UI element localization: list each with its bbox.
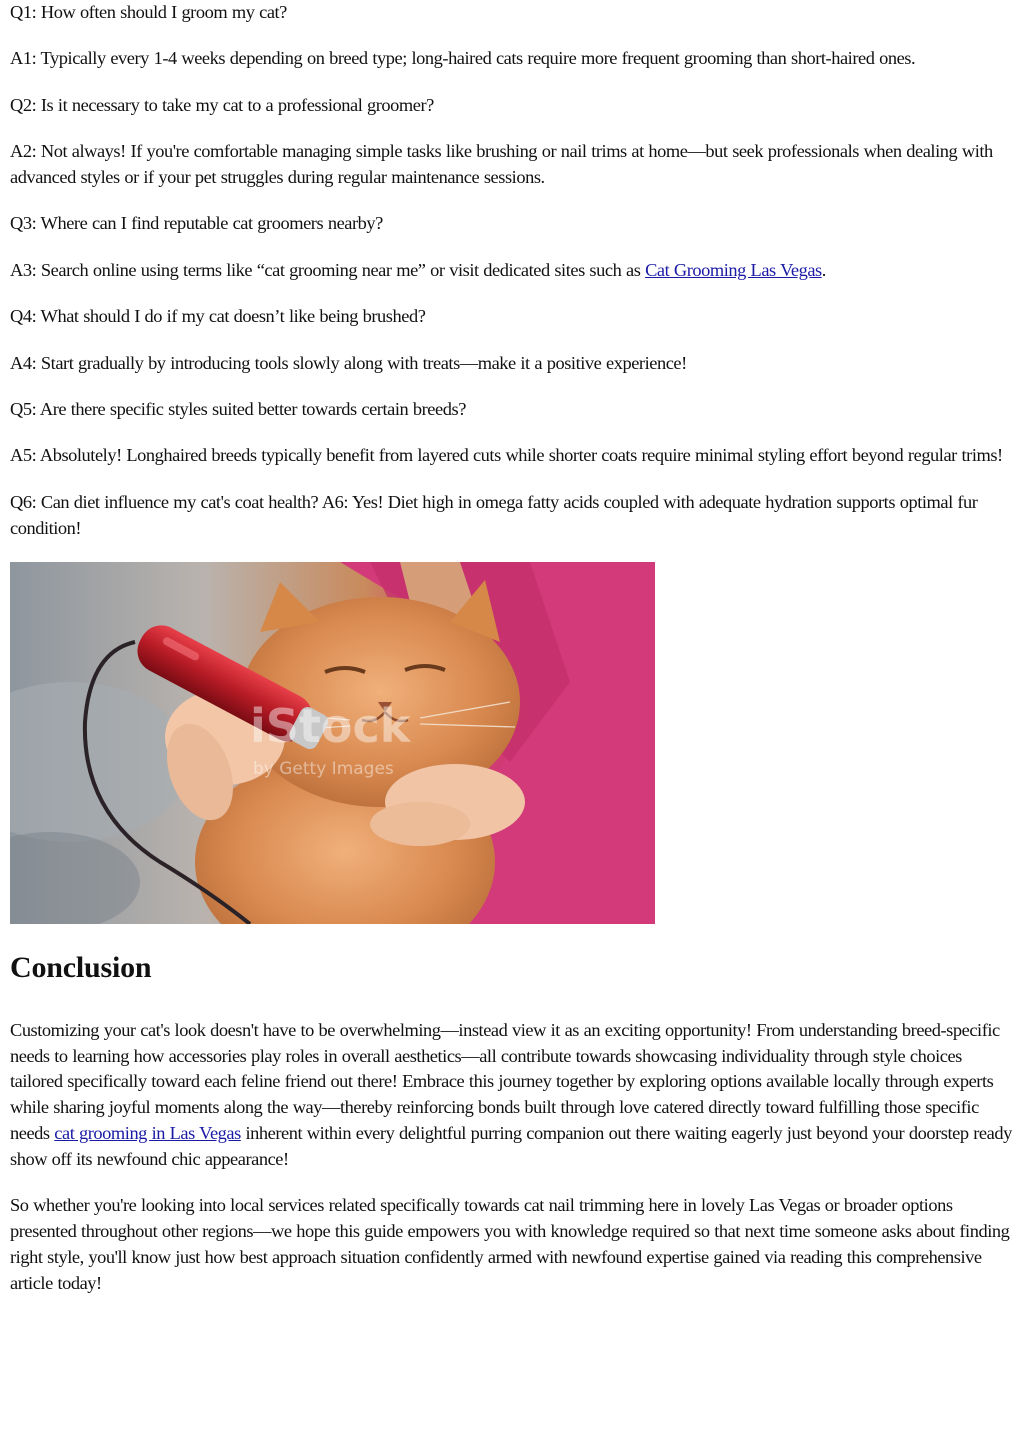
conclusion-paragraph-1 [10, 1018, 1014, 1173]
cat-grooming-las-vegas-link[interactable]: Cat Grooming Las Vegas [645, 259, 822, 280]
faq-question-2: Q2: Is it necessary to take my cat to a professional groomer? [10, 94, 434, 115]
faq-question-6: Q6: Can diet influence my cat's coat health? A6: Yes! Diet high in omega fatty acids coupled with adequate hydration supports optimal fur condition! [10, 491, 978, 538]
conclusion-section [10, 951, 1014, 1297]
faq-answer-3-text: A3: Search online using terms like “cat grooming near me” or visit dedicated sites such as [10, 259, 646, 280]
article-body [10, 0, 1014, 1317]
cat-grooming-photo [10, 562, 655, 924]
faq-answer-5: A5: Absolutely! Longhaired breeds typically benefit from layered cuts while shorter coats require minimal styling effort beyond regular trims! [10, 445, 1003, 466]
faq-answer-1: A1: Typically every 1-4 weeks depending on breed type; long-haired cats require more frequent grooming than short-haired ones. [10, 48, 916, 69]
faq-answer-2: A2: Not always! If you're comfortable managing simple tasks like brushing or nail trims at home—but seek professionals when dealing with advanced styles or if your pet struggles during regular maintenance sessions. [10, 141, 993, 187]
watermark-subtitle: by Getty Images [253, 758, 394, 779]
faq-question-4: Q4: What should I do if my cat doesn’t like being brushed? [10, 306, 426, 327]
cat-grooming-illustration [10, 562, 655, 924]
faq-question-3: Q3: Where can I find reputable cat groomers nearby? [10, 213, 383, 234]
faq-answer-3-end: . [821, 259, 826, 280]
cat-grooming-in-las-vegas-link[interactable]: cat grooming in Las Vegas [54, 1123, 241, 1144]
faq-question-1: Q1: How often should I groom my cat? [10, 2, 287, 22]
conclusion-paragraph-1-end: inherent within every delightful purring companion out there waiting eagerly just beyond your doorstep ready show off its newfound chic appearance! [10, 1123, 1012, 1169]
watermark-logo: iStock [250, 698, 411, 753]
faq-section [10, 0, 1014, 541]
faq-question-5: Q5: Are there specific styles suited better towards certain breeds? [10, 398, 466, 419]
faq-answer-4: A4: Start gradually by introducing tools slowly along with treats—make it a positive experience! [10, 352, 687, 373]
faq-answer-3 [10, 258, 1014, 284]
conclusion-paragraph-2: So whether you're looking into local services related specifically towards cat nail trimming here in lovely Las Vegas or broader options presented throughout other regions—we hope this guide empowers you with knowledge required so that next time someone asks about finding right style, you'll know just how best approach situation confidently armed with newfound expertise gained via reading this comprehensive article today! [10, 1195, 1010, 1293]
conclusion-heading: Conclusion [10, 950, 152, 984]
conclusion-paragraph-1-text: Customizing your cat's look doesn't have to be overwhelming—instead view it as an exciting opportunity! From understanding breed-specific needs to learning how accessories play roles in overall aesthetics—all contribute towards showcasing individuality through style choices tailored specifically toward each feline friend out there! Embrace this journey together by exploring options available locally through experts while sharing joyful moments along the way—thereby reinforcing bonds built through love catered directly toward fulfilling those specific needs [10, 1019, 1000, 1144]
